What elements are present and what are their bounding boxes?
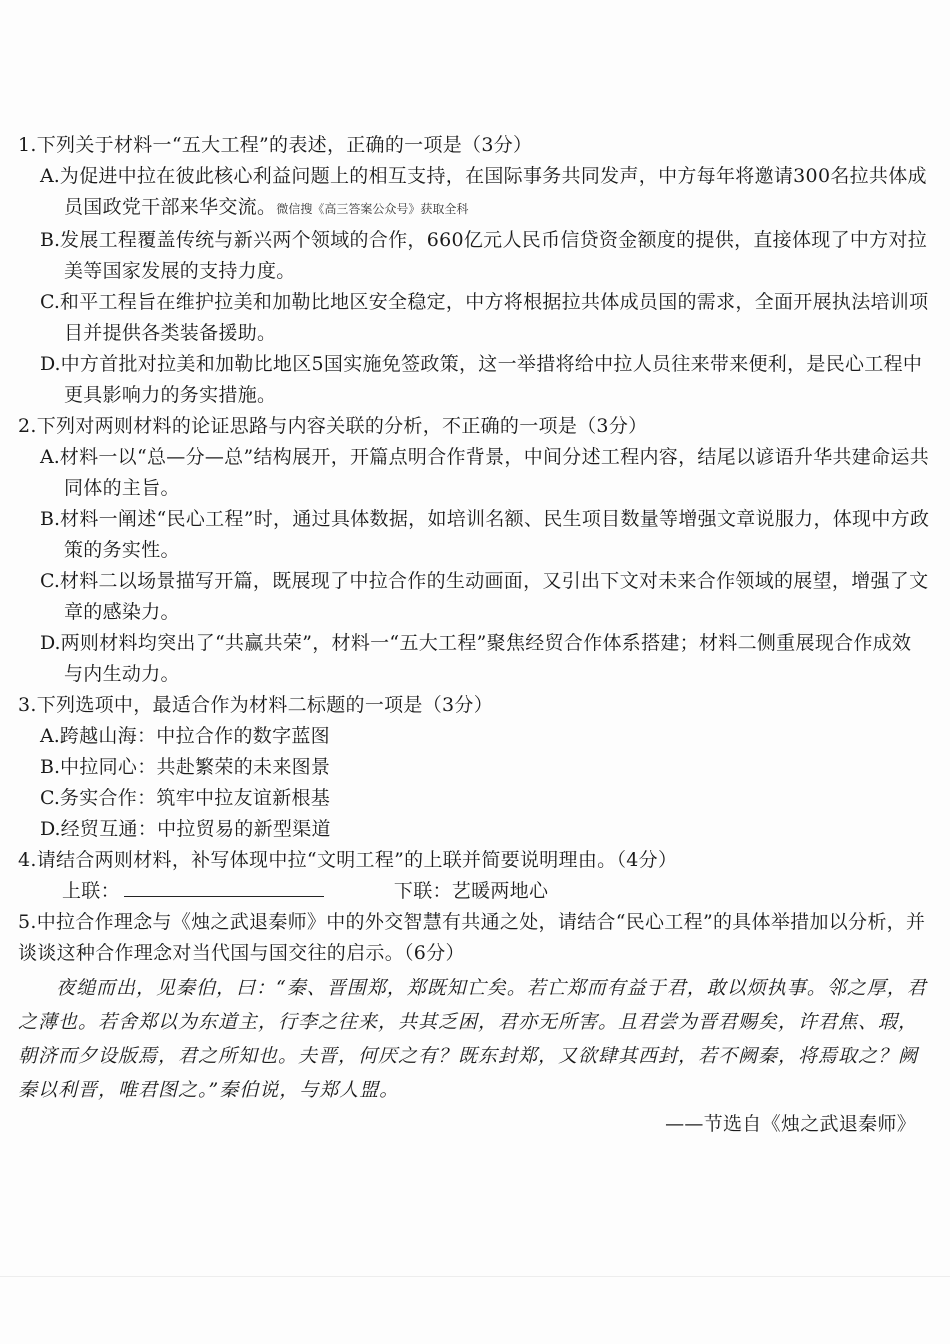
option-letter: C. — [40, 570, 60, 592]
question-2-option-a — [18, 442, 930, 504]
option-letter: D. — [40, 818, 61, 840]
option-text: 材料一以“总—分—总”结构展开，开篇点明合作背景，中间分述工程内容，结尾以谚语升华共建命运共同体的主旨。 — [59, 446, 929, 499]
question-4-stem: 4.请结合两则材料，补写体现中拉“文明工程”的上联并简要说明理由。（4分） — [18, 849, 678, 871]
passage-source: ——节选自《烛之武退秦师》 — [665, 1113, 916, 1135]
question-1-option-b — [18, 225, 930, 287]
option-text: 跨越山海：中拉合作的数字蓝图 — [59, 725, 330, 747]
question-2-stem: 2.下列对两则材料的论证思路与内容关联的分析，不正确的一项是（3分） — [18, 415, 648, 437]
question-1-option-d — [18, 349, 930, 411]
option-letter: A. — [40, 165, 60, 187]
option-letter: B. — [40, 508, 61, 530]
question-3-stem: 3.下列选项中，最适合作为材料二标题的一项是（3分） — [18, 694, 494, 716]
option-text: 材料二以场景描写开篇，既展现了中拉合作的生动画面，又引出下文对未来合作领域的展望，增强了文章的感染力。 — [59, 570, 929, 623]
option-text: 务实合作：筑牢中拉友谊新根基 — [59, 787, 331, 809]
question-2-option-b — [18, 504, 930, 566]
option-letter: D. — [40, 632, 61, 654]
option-text: 中方首批对拉美和加勒比地区5国实施免签政策，这一举措将给中拉人员往来带来便利，是民心工程中更具影响力的务实措施。 — [60, 353, 923, 406]
upper-couplet-label: 上联： — [62, 880, 120, 902]
option-letter: C. — [40, 787, 60, 809]
question-3-option-d — [18, 814, 930, 845]
upper-couplet-answer-blank[interactable] — [124, 878, 324, 897]
question-1-option-a — [18, 161, 930, 225]
option-letter: D. — [40, 353, 61, 375]
option-letter: B. — [40, 756, 61, 778]
question-content — [18, 130, 930, 1141]
option-letter: A. — [40, 725, 60, 747]
option-text: 经贸互通：中拉贸易的新型渠道 — [60, 818, 331, 840]
question-1-option-c — [18, 287, 930, 349]
question-1-stem: 1.下列关于材料一“五大工程”的表述，正确的一项是（3分） — [18, 134, 533, 156]
option-letter: A. — [40, 446, 60, 468]
question-5-stem: 5.中拉合作理念与《烛之武退秦师》中的外交智慧有共通之处，请结合“民心工程”的具体举措加以分析，并谈谈这种合作理念对当代国与国交往的启示。（6分） — [18, 911, 926, 964]
option-text: 发展工程覆盖传统与新兴两个领域的合作，660亿元人民币信贷资金额度的提供，直接体现了中方对拉美等国家发展的支持力度。 — [60, 229, 928, 282]
question-2-option-c — [18, 566, 930, 628]
option-letter: B. — [40, 229, 61, 251]
option-letter: C. — [40, 291, 60, 313]
option-text: 为促进中拉在彼此核心利益问题上的相互支持，在国际事务共同发声，中方每年将邀请300名拉共体成员国政党干部来华交流。 — [59, 165, 927, 218]
lower-couplet: 下联：艺暖两地心 — [393, 880, 549, 902]
question-3-option-c — [18, 783, 930, 814]
option-text: 材料一阐述“民心工程”时，通过具体数据，如培训名额、民生项目数量等增强文章说服力，体现中方政策的务实性。 — [60, 508, 930, 561]
question-3-option-b — [18, 752, 930, 783]
classical-passage: 夜缒而出，见秦伯，曰：“秦、晋围郑，郑既知亡矣。若亡郑而有益于君，敢以烦执事。邻之厚，君之薄也。若舍郑以为东道主，行李之往来，共其乏困，君亦无所害。且君尝为晋君赐矣，许君焦、瑕，朝济而夕设版焉，君之所知也。夫晋，何厌之有？既东封郑，又欲肆其西封，若不阙秦，将焉取之？阙秦以利晋，唯君图之。”秦伯说，与郑人盟。 — [18, 977, 927, 1101]
watermark-note: 微信搜《高三答案公众号》获取全科 — [276, 202, 469, 216]
option-text: 中拉同心：共赴繁荣的未来图景 — [60, 756, 331, 778]
option-text: 两则材料均突出了“共赢共荣”，材料一“五大工程”聚焦经贸合作体系搭建；材料二侧重展现合作成效与内生动力。 — [60, 632, 912, 685]
couplet-lines — [18, 876, 930, 907]
question-3-option-a — [18, 721, 930, 752]
option-text: 和平工程旨在维护拉美和加勒比地区安全稳定，中方将根据拉共体成员国的需求，全面开展执法培训项目并提供各类装备援助。 — [59, 291, 929, 344]
question-2-option-d — [18, 628, 930, 690]
page-divider — [0, 1276, 950, 1277]
